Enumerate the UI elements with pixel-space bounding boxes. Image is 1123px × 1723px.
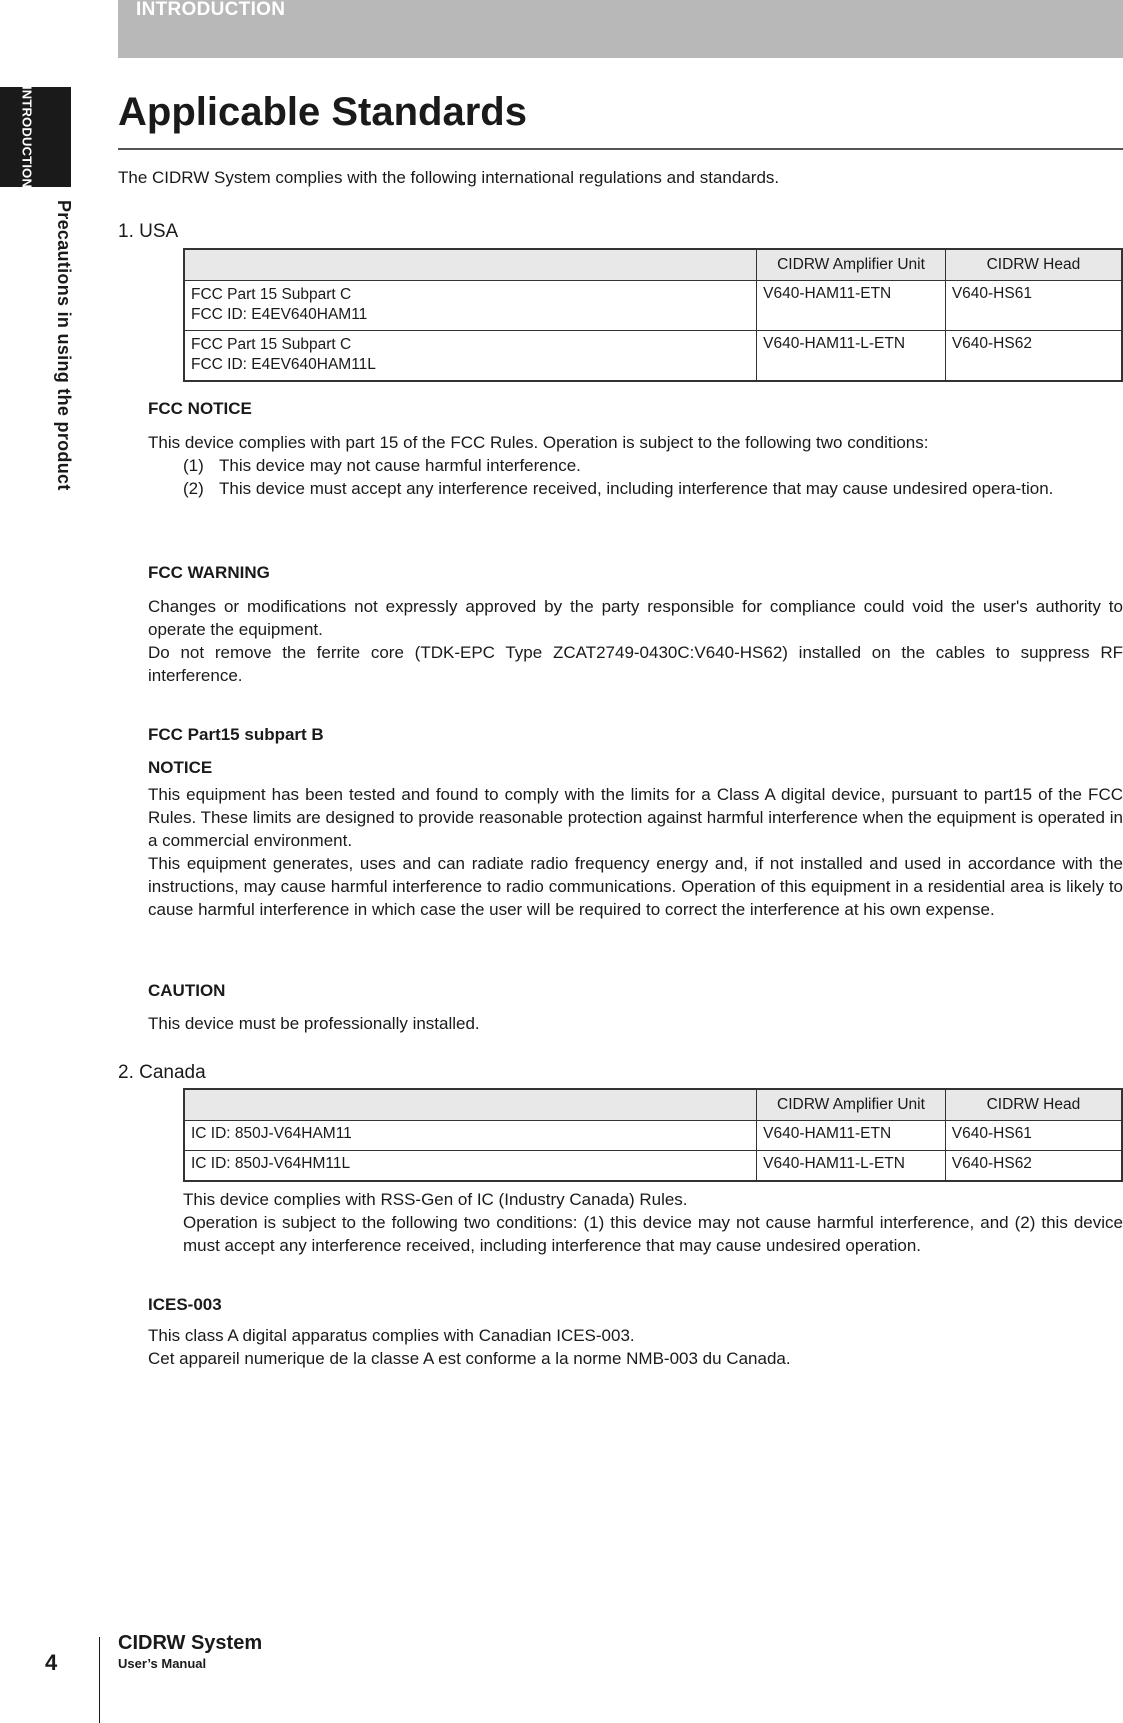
- table-row: [184, 281, 1122, 331]
- canada-p1: This device complies with RSS-Gen of IC (Industry Canada) Rules.: [183, 1190, 688, 1209]
- table-cell: V640-HS62: [945, 1151, 1122, 1181]
- part15b-title: FCC Part15 subpart B: [148, 725, 324, 744]
- table-cell: IC ID: 850J-V64HAM11: [184, 1121, 757, 1151]
- table-row: [184, 1121, 1122, 1151]
- table-cell: V640-HAM11-L-ETN: [757, 331, 946, 381]
- fcc-warning-p1: Changes or modifications not expressly approved by the party responsible for compliance could void the user's authority to operate the equipment.: [148, 597, 1123, 639]
- table-header-cell: CIDRW Amplifier Unit: [757, 249, 946, 281]
- fcc-warning-title: FCC WARNING: [148, 563, 270, 582]
- table-cell: V640-HAM11-ETN: [757, 1121, 946, 1151]
- table-cell: V640-HAM11-ETN: [757, 281, 946, 331]
- list-item-text: This device may not cause harmful interference.: [219, 456, 581, 475]
- canada-heading: 2. Canada: [118, 1062, 206, 1083]
- table-header-cell: CIDRW Amplifier Unit: [757, 1089, 946, 1121]
- table-header-cell: [184, 1089, 757, 1121]
- table-header-row: [184, 249, 1122, 281]
- table-header-cell: CIDRW Head: [945, 1089, 1122, 1121]
- list-item-number: (1): [183, 456, 204, 475]
- table-row: [184, 1151, 1122, 1181]
- side-tab: [0, 87, 71, 187]
- side-tab-label: INTRODUCTION: [19, 85, 35, 189]
- table-cell: [184, 331, 757, 381]
- page-number: 4: [45, 1650, 58, 1675]
- table-cell: V640-HAM11-L-ETN: [757, 1151, 946, 1181]
- footer-subtitle: User’s Manual: [118, 1656, 207, 1671]
- title-divider: [118, 148, 1123, 150]
- footer-title: CIDRW System: [118, 1632, 263, 1654]
- canada-p2: Operation is subject to the following two conditions: (1) this device may not cause harmful interference, and (2) this device must accept any interference received, including interference that may cause undesired operation.: [183, 1213, 1123, 1255]
- usa-standards-table: [183, 248, 1123, 382]
- ices-line-2: Cet appareil numerique de la classe A est conforme a la norme NMB-003 du Canada.: [148, 1349, 791, 1368]
- caution-text: This device must be professionally installed.: [148, 1014, 480, 1033]
- fcc-notice-title: FCC NOTICE: [148, 399, 252, 418]
- list-item: [183, 454, 1123, 477]
- table-cell: V640-HS61: [945, 1121, 1122, 1151]
- table-header-cell: [184, 249, 757, 281]
- standard-line: FCC Part 15 Subpart C: [191, 336, 352, 353]
- side-section-label: Precautions in using the product: [54, 200, 74, 491]
- table-header-row: [184, 1089, 1122, 1121]
- table-cell: [184, 281, 757, 331]
- fcc-warning-p2: Do not remove the ferrite core (TDK-EPC Type ZCAT2749-0430C:V640-HS62) installed on the cables to suppress RF interference.: [148, 643, 1123, 685]
- list-item-text: This device must accept any interference received, including interference that may cause undesired opera-tion.: [219, 479, 1054, 498]
- table-cell: IC ID: 850J-V64HM11L: [184, 1151, 757, 1181]
- header-section-label: INTRODUCTION: [136, 0, 286, 20]
- table-cell: V640-HS62: [945, 331, 1122, 381]
- header-bar: [118, 0, 1123, 58]
- usa-heading: 1. USA: [118, 221, 179, 242]
- list-item-number: (2): [183, 479, 204, 498]
- fcc-id-line: FCC ID: E4EV640HAM11: [191, 306, 368, 323]
- ices-line-1: This class A digital apparatus complies with Canadian ICES-003.: [148, 1326, 635, 1345]
- canada-standards-table: [183, 1088, 1123, 1182]
- ices-title: ICES-003: [148, 1295, 222, 1314]
- table-row: [184, 331, 1122, 381]
- fcc-notice-text: This device complies with part 15 of the FCC Rules. Operation is subject to the following two conditions:: [148, 433, 929, 452]
- list-item: [183, 477, 1123, 523]
- intro-text: The CIDRW System complies with the following international regulations and standards.: [118, 168, 780, 187]
- table-cell: V640-HS61: [945, 281, 1122, 331]
- side-section: [50, 200, 74, 530]
- standard-line: FCC Part 15 Subpart C: [191, 286, 352, 303]
- page-title: Applicable Standards: [118, 90, 527, 134]
- notice-title: NOTICE: [148, 758, 213, 777]
- fcc-id-line: FCC ID: E4EV640HAM11L: [191, 356, 376, 373]
- table-header-cell: CIDRW Head: [945, 249, 1122, 281]
- caution-title: CAUTION: [148, 981, 226, 1000]
- part15b-p1: This equipment has been tested and found to comply with the limits for a Class A digital device, pursuant to part15 of the FCC Rules. These limits are designed to provide reasonable protection against harmful interference when the equipment is operated in a commercial environment.: [148, 785, 1123, 850]
- part15b-p2: This equipment generates, uses and can radiate radio frequency energy and, if not installed and used in accordance with the instructions, may cause harmful interference to radio communications. Operation of this equipment in a residential area is likely to cause harmful interference in which case the user will be required to correct the interference at his own expense.: [148, 854, 1123, 919]
- footer-divider: [99, 1637, 100, 1723]
